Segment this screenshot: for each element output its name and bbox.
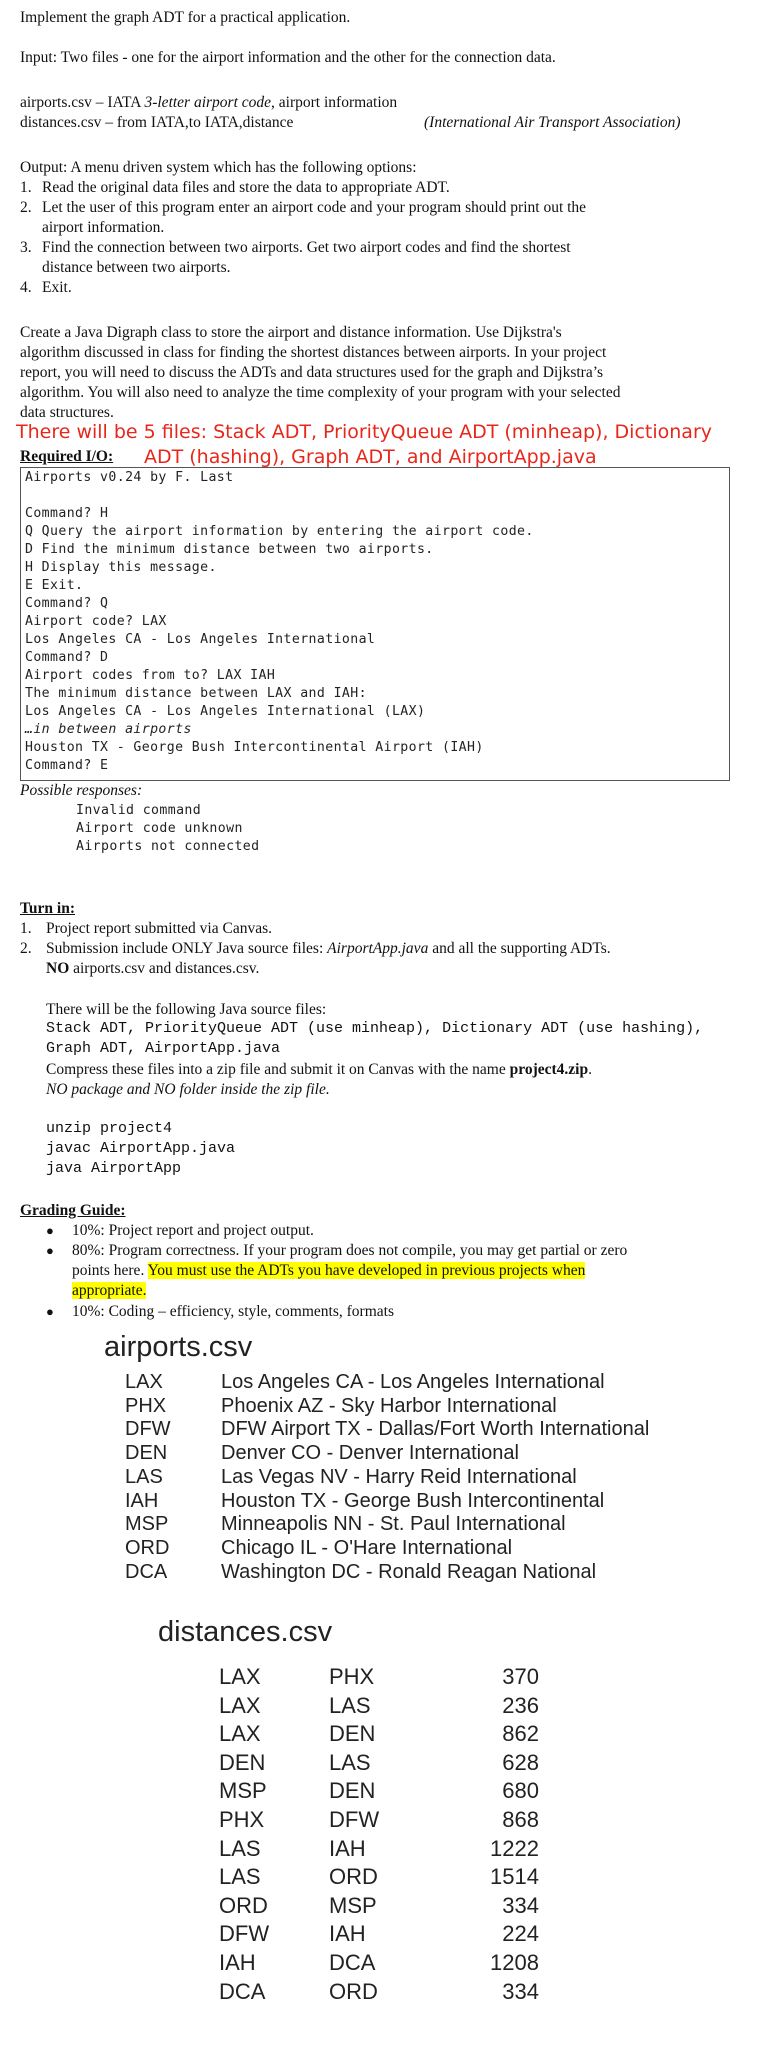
to-airport: IAH (329, 1921, 366, 1947)
compress-period: . (588, 1061, 592, 1078)
from-airport: LAS (219, 1835, 261, 1861)
source-files-line-1: Stack ADT, PriorityQueue ADT (use minheap), Dictionary ADT (use hashing), (46, 1020, 704, 1037)
cmd-line: java AirportApp (46, 1160, 182, 1177)
airport-code: IAH (125, 1489, 159, 1512)
airport-code: PHX (125, 1394, 167, 1417)
highlighted-text: You must use the ADTs you have developed in previous projects when (147, 1262, 586, 1279)
to-airport: DCA (329, 1950, 376, 1975)
grading-item-2-cont (72, 1261, 585, 1281)
option-text: Let the user of this program enter an airport code and your program should print out the (42, 199, 587, 216)
distance-value: 236 (502, 1692, 539, 1718)
response-item: Airports not connected (76, 839, 260, 854)
turn-in-item-2: 2. Submission include ONLY Java source files: AirportApp.java and all the supporting ADTs. (20, 940, 611, 957)
file1-name: airports.csv – IATA (20, 94, 145, 111)
distance-value: 224 (502, 1921, 539, 1947)
distance-value: 1222 (490, 1835, 539, 1861)
option-text: airport information. (42, 219, 165, 236)
airport-info: Minneapolis NN - St. Paul International (221, 1513, 566, 1536)
airport-info: Houston TX - George Bush Intercontinental (221, 1489, 605, 1512)
paragraph-line: Create a Java Digraph class to store the airport and distance information. Use Dijkstra's (20, 324, 562, 341)
from-airport: ORD (219, 1892, 268, 1918)
from-airport: PHX (219, 1807, 265, 1832)
highlighted-text: appropriate. (72, 1282, 147, 1299)
io-example-box (20, 467, 730, 781)
turn-in-item-1: 1. Project report submitted via Canvas. (20, 920, 272, 937)
option-2 (20, 198, 740, 238)
to-airport: DEN (329, 1721, 376, 1747)
from-airport: LAX (219, 1692, 261, 1718)
io-line: Airport code? LAX (25, 614, 167, 629)
output-text: Output: A menu driven system which has the following options: (20, 159, 417, 176)
io-line: The minimum distance between LAX and IAH: (25, 686, 367, 701)
distance-value: 1514 (490, 1864, 539, 1890)
airportapp-file: AirportApp.java (327, 940, 429, 957)
annotation-line-2: ADT (hashing), Graph ADT, and AirportApp.java (144, 446, 597, 468)
io-line: Command? E (25, 758, 109, 773)
distance-value: 862 (502, 1721, 539, 1747)
io-line: E Exit. (25, 578, 84, 593)
response-item: Invalid command (76, 803, 202, 818)
from-airport: LAX (219, 1664, 261, 1689)
option-text: Exit. (42, 279, 72, 296)
paragraph-line: algorithm. You will also need to analyze the time complexity of your program with your selected (20, 384, 621, 401)
grading-text: points here. (72, 1262, 148, 1279)
airport-info: Los Angeles CA - Los Angeles International (221, 1371, 605, 1393)
airport-info: Chicago IL - O'Hare International (221, 1536, 513, 1559)
airport-info: DFW Airport TX - Dallas/Fort Worth International (221, 1418, 650, 1441)
from-airport: DEN (219, 1749, 266, 1775)
file1-italic: 3-letter airport code (144, 94, 272, 111)
io-line: Command? H (25, 506, 109, 521)
turn-in-item-2-cont (46, 959, 259, 979)
io-line: H Display this message. (25, 560, 217, 575)
item2-text-c: and all the supporting ADTs. (428, 940, 611, 957)
required-io-label: Required I/O: (20, 448, 114, 465)
to-airport: ORD (329, 1864, 378, 1890)
grading-item-2-cont2 (72, 1281, 146, 1301)
iata-note: (International Air Transport Association) (424, 114, 681, 131)
to-airport: MSP (329, 1892, 377, 1918)
io-line: Command? Q (25, 596, 109, 611)
distance-value: 334 (502, 1978, 539, 2004)
to-airport: DEN (329, 1778, 376, 1804)
io-line: Airports v0.24 by F. Last (25, 470, 234, 485)
option-text: Find the connection between two airports. Get two airport codes and find the shortest (42, 239, 571, 256)
option-num: 4. (20, 279, 32, 296)
io-line: Q Query the airport information by entering the airport code. (25, 524, 534, 539)
paragraph-line: algorithm discussed in class for finding the shortest distances between airports. In your project (20, 344, 607, 361)
distance-value: 370 (502, 1664, 539, 1689)
option-1 (20, 178, 740, 198)
distance-value: 334 (502, 1892, 539, 1918)
turn-in-label: Turn in: (20, 900, 75, 917)
option-num: 3. (20, 239, 32, 256)
option-4 (20, 278, 740, 298)
to-airport: PHX (329, 1664, 375, 1689)
grading-text: 10%: Coding – efficiency, style, comments, formats (72, 1303, 394, 1320)
distance-value: 680 (502, 1778, 539, 1804)
turn-in-item-text (46, 939, 611, 959)
distance-value: 628 (502, 1749, 539, 1775)
annotation-line-1: There will be 5 files: Stack ADT, PriorityQueue ADT (minheap), Dictionary (16, 421, 712, 443)
from-airport: MSP (219, 1778, 267, 1804)
io-line: Los Angeles CA - Los Angeles International (25, 632, 376, 647)
file2-line (20, 113, 293, 133)
grading-text: 80%: Program correctness. If your program does not compile, you may get partial or zero (72, 1242, 628, 1259)
from-airport: DCA (219, 1978, 266, 2004)
airport-code: LAX (125, 1371, 163, 1393)
airport-info: Washington DC - Ronald Reagan National (221, 1560, 597, 1583)
option-text: Read the original data files and store the data to appropriate ADT. (42, 179, 450, 196)
io-line: Houston TX - George Bush Intercontinental Airport (IAH) (25, 740, 484, 755)
grading-label: Grading Guide: (20, 1202, 126, 1219)
option-num: 1. (20, 179, 32, 196)
file1-line (20, 93, 397, 113)
item2-text-a: Submission include ONLY Java source files: (46, 940, 328, 957)
file2-name: distances.csv – from IATA,to IATA,distance (20, 114, 294, 131)
to-airport: IAH (329, 1835, 366, 1861)
cmd-line: javac AirportApp.java (46, 1140, 236, 1157)
options-list (20, 178, 740, 298)
airport-code: DEN (125, 1442, 168, 1465)
zip-name: project4.zip (509, 1061, 589, 1078)
from-airport: DFW (219, 1921, 270, 1947)
from-airport: LAS (219, 1864, 261, 1890)
compress-text: Compress these files into a zip file and submit it on Canvas with the name (46, 1061, 510, 1078)
paragraph-line: data structures. (20, 404, 114, 421)
source-files-line-2: Graph ADT, AirportApp.java (46, 1040, 281, 1057)
io-line: D Find the minimum distance between two airports. (25, 542, 434, 557)
description-paragraph (20, 323, 621, 423)
compress-instruction (46, 1060, 592, 1080)
io-line: Los Angeles CA - Los Angeles International (LAX) (25, 704, 426, 719)
io-line: Airport codes from to? LAX IAH (25, 668, 276, 683)
option-num: 2. (20, 199, 32, 216)
item2-text-e: airports.csv and distances.csv. (69, 960, 260, 977)
option-3 (20, 238, 740, 278)
airport-code: ORD (125, 1536, 170, 1559)
airports-table-title: airports.csv (104, 1331, 253, 1363)
input-text: Input: Two files - one for the airport information and the other for the connection data. (20, 49, 556, 66)
from-airport: IAH (219, 1950, 256, 1975)
distance-value: 868 (502, 1807, 539, 1832)
airport-code: DCA (125, 1560, 168, 1583)
grading-text: 10%: Project report and project output. (72, 1222, 314, 1239)
distance-value: 1208 (490, 1950, 539, 1975)
to-airport: ORD (329, 1978, 378, 2004)
to-airport: LAS (329, 1692, 371, 1718)
no-bold: NO (46, 960, 70, 977)
airport-code: DFW (125, 1418, 171, 1441)
response-item: Airport code unknown (76, 821, 243, 836)
possible-responses-label: Possible responses: (20, 782, 143, 799)
airport-info: Las Vegas NV - Harry Reid International (221, 1465, 577, 1488)
intro-text: Implement the graph ADT for a practical application. (20, 9, 351, 26)
cmd-line: unzip project4 (46, 1120, 173, 1137)
no-package-note: NO package and NO folder inside the zip file. (46, 1081, 330, 1098)
airport-info: Denver CO - Denver International (221, 1442, 519, 1465)
paragraph-line: report, you will need to discuss the ADTs and data structures used for the graph and Dijkstra’s (20, 364, 604, 381)
turn-in-item-text: Project report submitted via Canvas. (46, 920, 272, 937)
airport-code: MSP (125, 1513, 169, 1536)
to-airport: DFW (329, 1807, 380, 1832)
airport-info: Phoenix AZ - Sky Harbor International (221, 1394, 557, 1417)
io-line: Command? D (25, 650, 109, 665)
to-airport: LAS (329, 1749, 371, 1775)
io-line: …in between airports (25, 722, 192, 737)
distances-table-title: distances.csv (158, 1616, 333, 1648)
source-files-intro: There will be the following Java source files: (46, 1001, 327, 1018)
airport-code: LAS (125, 1465, 163, 1488)
file1-rest: , airport information (271, 94, 398, 111)
from-airport: LAX (219, 1721, 261, 1747)
option-text: distance between two airports. (42, 259, 231, 276)
